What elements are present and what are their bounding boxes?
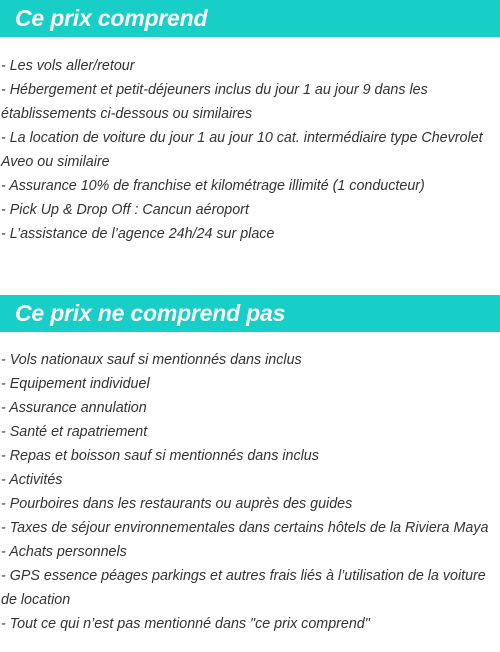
includes-title: Ce prix comprend xyxy=(15,5,208,31)
list-item: - Les vols aller/retour xyxy=(1,58,135,74)
excludes-title: Ce prix ne comprend pas xyxy=(15,300,286,326)
includes-section xyxy=(0,0,500,246)
list-item: - L’assistance de l’agence 24h/24 sur place xyxy=(1,226,275,242)
list-item: - Achats personnels xyxy=(1,544,127,560)
list-item: - Repas et boisson sauf si mentionnés dans inclus xyxy=(1,448,319,464)
list-item: - Vols nationaux sauf si mentionnés dans inclus xyxy=(1,352,302,368)
list-item: - Assurance 10% de franchise et kilométrage illimité (1 conducteur) xyxy=(1,178,425,194)
list-item: - Tout ce qui n’est pas mentionné dans "ce prix comprend" xyxy=(1,616,370,632)
list-item: - La location de voiture du jour 1 au jour 10 cat. intermédiaire type Chevrolet Aveo ou similaire xyxy=(1,130,483,170)
list-item: - Taxes de séjour environnementales dans certains hôtels de la Riviera Maya xyxy=(1,520,489,536)
list-item: - Hébergement et petit-déjeuners inclus du jour 1 au jour 9 dans les établissements ci-dessous ou similaires xyxy=(1,82,428,122)
list-item: - Santé et rapatriement xyxy=(1,424,148,440)
excludes-list xyxy=(0,348,500,636)
list-item: - Pourboires dans les restaurants ou auprès des guides xyxy=(1,496,353,512)
excludes-header xyxy=(0,295,500,332)
list-item: - Assurance annulation xyxy=(1,400,147,416)
list-item: - Equipement individuel xyxy=(1,376,150,392)
list-item: - Activités xyxy=(1,472,63,488)
list-item: - GPS essence péages parkings et autres frais liés à l’utilisation de la voiture de location xyxy=(1,568,486,608)
includes-list xyxy=(0,54,500,246)
excludes-section xyxy=(0,295,500,636)
list-item: - Pick Up & Drop Off : Cancun aéroport xyxy=(1,202,249,218)
includes-header xyxy=(0,0,500,37)
